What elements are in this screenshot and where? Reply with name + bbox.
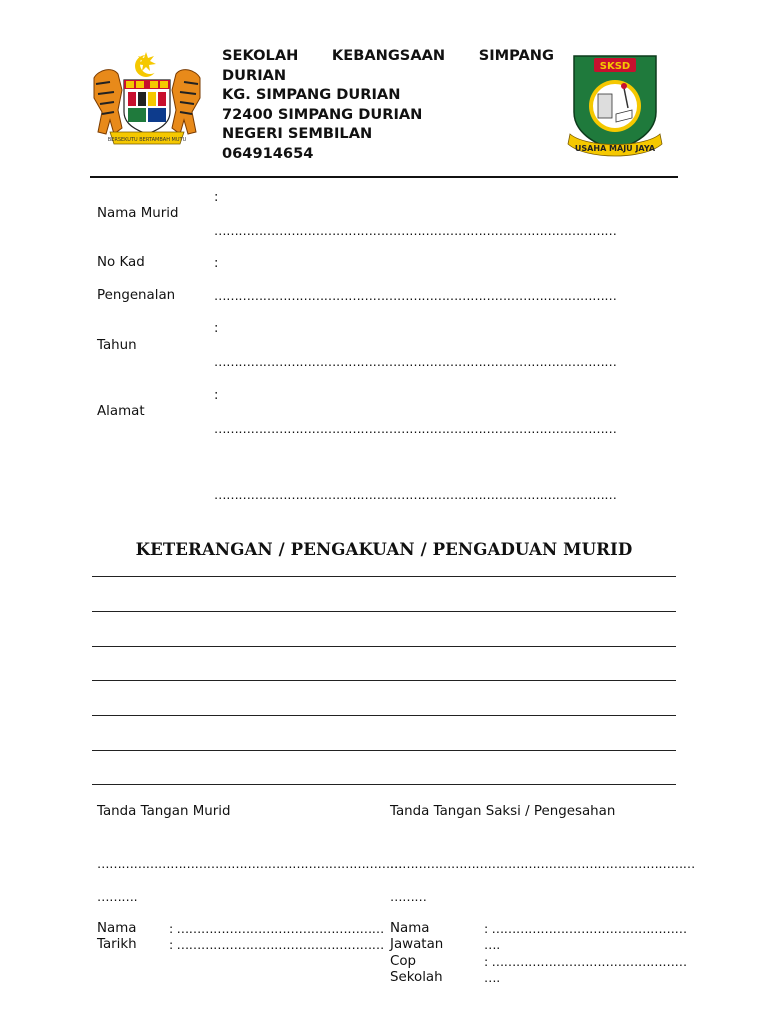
- field-witness-nama[interactable]: : …………………………………………: [484, 921, 687, 936]
- witness-signature-line-cont[interactable]: ………: [390, 889, 427, 904]
- label-nama: Nama: [390, 921, 430, 936]
- header-divider: [90, 176, 678, 178]
- field-no-kad-pengenalan[interactable]: ………………………………………………………………………………………: [214, 288, 617, 303]
- school-name-cont: DURIAN: [222, 66, 287, 84]
- colon: :: [214, 190, 219, 205]
- writing-line[interactable]: [92, 611, 676, 612]
- student-signature-line-cont[interactable]: ……….: [97, 889, 138, 904]
- writing-line[interactable]: [92, 680, 676, 681]
- school-name-line: [222, 46, 554, 66]
- writing-line[interactable]: [92, 784, 676, 785]
- school-name-word: KEBANGSAAN: [331, 47, 446, 64]
- writing-line[interactable]: [92, 750, 676, 751]
- writing-line[interactable]: [92, 715, 676, 716]
- coat-of-arms-logo: [88, 50, 206, 148]
- section-title: KETERANGAN / PENGAKUAN / PENGADUAN MURID: [135, 539, 633, 559]
- field-witness-cop[interactable]: : …………………………………………: [484, 954, 687, 969]
- student-signature-heading: Tanda Tangan Murid: [97, 804, 231, 819]
- label-no-kad: No Kad: [97, 255, 145, 270]
- label-tahun: Tahun: [97, 338, 137, 353]
- address-state: NEGERI SEMBILAN: [222, 125, 373, 143]
- witness-signature-line[interactable]: …………………………………………………………………: [390, 856, 696, 871]
- colon: :: [214, 321, 219, 336]
- field-student-nama[interactable]: : ……………………………………………: [169, 921, 384, 936]
- field-alamat-1[interactable]: ………………………………………………………………………………………: [214, 421, 617, 436]
- witness-signature-heading: Tanda Tangan Saksi / Pengesahan: [390, 804, 616, 819]
- svg-text:SKSD: SKSD: [599, 61, 631, 72]
- svg-text:USAHA MAJU JAYA: USAHA MAJU JAYA: [574, 144, 656, 153]
- field-nama-murid[interactable]: ………………………………………………………………………………………: [214, 223, 617, 238]
- field-witness-sekolah[interactable]: ….: [484, 970, 500, 985]
- school-address-block: [222, 46, 554, 164]
- svg-text:BERSEKUTU BERTAMBAH MUTU: BERSEKUTU BERTAMBAH MUTU: [107, 137, 187, 143]
- writing-line[interactable]: [92, 576, 676, 577]
- label-tarikh: Tarikh: [97, 937, 137, 952]
- label-sekolah: Sekolah: [390, 970, 443, 985]
- field-tahun[interactable]: ………………………………………………………………………………………: [214, 354, 617, 369]
- colon: :: [214, 388, 219, 403]
- school-name-word: SIMPANG: [478, 47, 554, 64]
- label-cop: Cop: [390, 954, 417, 969]
- label-jawatan: Jawatan: [390, 937, 444, 952]
- address-line-2: 72400 SIMPANG DURIAN: [222, 105, 423, 123]
- label-nama-murid: Nama Murid: [97, 206, 179, 221]
- school-crest-logo: [566, 50, 664, 162]
- label-alamat: Alamat: [97, 404, 145, 419]
- student-signature-line[interactable]: …………………………………………………………………: [97, 856, 403, 871]
- phone-number: 064914654: [222, 144, 314, 162]
- address-line-1: KG. SIMPANG DURIAN: [222, 86, 401, 104]
- school-name-word: SEKOLAH: [222, 47, 299, 64]
- writing-line[interactable]: [92, 646, 676, 647]
- colon: :: [214, 256, 219, 271]
- field-alamat-2[interactable]: ………………………………………………………………………………………: [214, 487, 617, 502]
- field-student-tarikh[interactable]: : ……………………………………………: [169, 937, 384, 952]
- field-witness-jawatan[interactable]: ….: [484, 937, 500, 952]
- label-nama: Nama: [97, 921, 137, 936]
- label-pengenalan: Pengenalan: [97, 288, 176, 303]
